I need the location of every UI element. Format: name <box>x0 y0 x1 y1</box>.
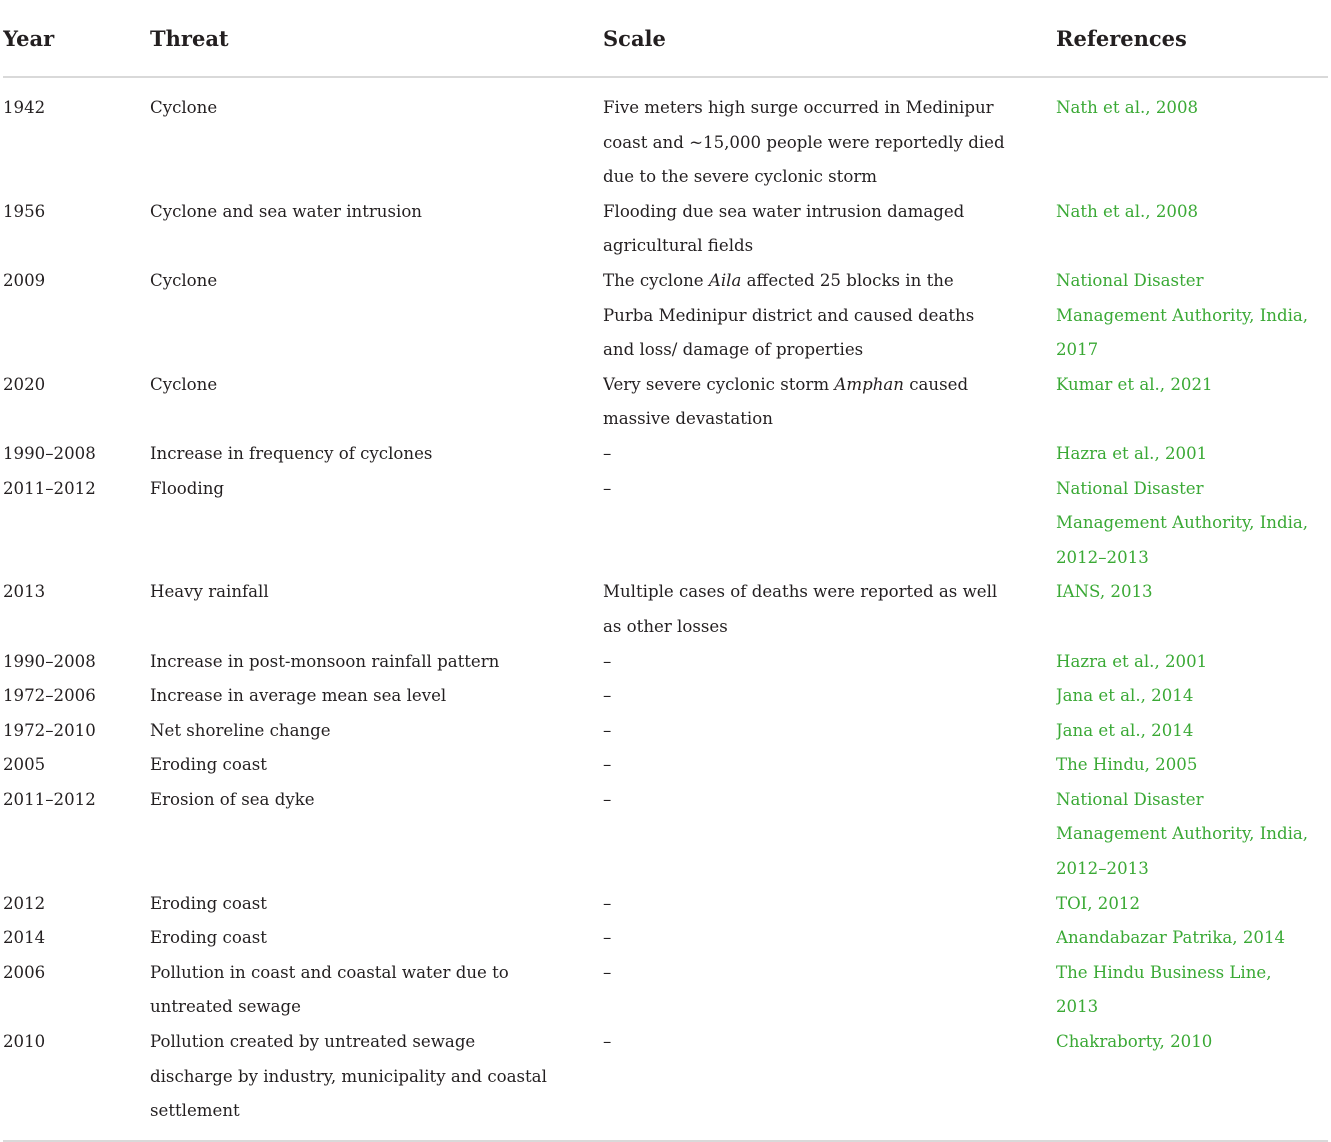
cell-threat: Eroding coast <box>150 928 267 948</box>
cell-threat: Cyclone <box>150 98 218 117</box>
cell-year: 1990–2008 <box>3 443 96 463</box>
table-row <box>3 575 1328 644</box>
cell-year: 1972–2006 <box>3 686 96 706</box>
reference-link[interactable]: Hazra et al., 2001 <box>1056 651 1208 671</box>
cell-threat: Eroding coast <box>150 893 267 913</box>
cell-threat: Increase in average mean sea level <box>150 686 447 706</box>
threats-table-container <box>3 0 1328 1142</box>
cell-year: 2011–2012 <box>3 478 96 498</box>
cell-year: 2009 <box>3 270 46 290</box>
cell-scale <box>603 264 1056 368</box>
scale-text-before: The cyclone <box>603 270 709 290</box>
reference-link[interactable]: Chakraborty, 2010 <box>1056 1032 1213 1052</box>
column-header-threat: Threat <box>150 0 603 77</box>
table-row <box>3 472 1328 576</box>
cell-year: 2020 <box>3 374 46 394</box>
cell-year: 1972–2010 <box>3 720 96 740</box>
cell-threat: Heavy rainfall <box>150 582 269 602</box>
cell-scale: – <box>603 686 612 706</box>
cell-threat: Cyclone <box>150 374 218 394</box>
cell-threat: Cyclone and sea water intrusion <box>150 201 422 221</box>
cell-year: 2012 <box>3 893 46 913</box>
cell-year: 2005 <box>3 755 46 775</box>
cell-year: 1956 <box>3 201 46 221</box>
table-row <box>3 1025 1328 1141</box>
scale-text-after: caused massive devastation <box>603 374 969 429</box>
reference-link[interactable]: Kumar et al., 2021 <box>1056 374 1213 394</box>
reference-link[interactable]: National Disaster Management Authority, India, 2012–2013 <box>1056 789 1309 879</box>
cell-year: 1990–2008 <box>3 651 96 671</box>
table-row <box>3 887 1328 922</box>
table-row <box>3 748 1328 783</box>
table-row <box>3 679 1328 714</box>
reference-link[interactable]: National Disaster Management Authority, India, 2017 <box>1056 270 1309 360</box>
cell-year: 2013 <box>3 582 46 602</box>
column-header-scale: Scale <box>603 0 1056 77</box>
reference-link[interactable]: Jana et al., 2014 <box>1056 720 1194 740</box>
cell-threat: Pollution created by untreated sewage discharge by industry, municipality and coastal settlement <box>150 1032 547 1121</box>
threats-table <box>3 0 1328 1142</box>
cell-scale: – <box>603 478 612 498</box>
cell-threat: Eroding coast <box>150 755 267 775</box>
cell-threat: Net shoreline change <box>150 720 331 740</box>
cell-scale: – <box>603 720 612 740</box>
column-header-year: Year <box>3 0 150 77</box>
column-header-references: References <box>1056 0 1328 77</box>
table-row <box>3 437 1328 472</box>
cyclone-name: Aila <box>708 270 742 290</box>
cell-scale: Flooding due sea water intrusion damaged agricultural fields <box>603 201 965 256</box>
cell-year: 2011–2012 <box>3 789 96 809</box>
cell-scale: – <box>603 651 612 671</box>
reference-link[interactable]: Hazra et al., 2001 <box>1056 443 1208 463</box>
table-row <box>3 368 1328 437</box>
cell-threat: Flooding <box>150 478 225 498</box>
table-header <box>3 0 1328 77</box>
cell-scale: Multiple cases of deaths were reported as well as other losses <box>603 582 998 636</box>
cell-scale: – <box>603 893 612 913</box>
reference-link[interactable]: Jana et al., 2014 <box>1056 686 1194 706</box>
cell-year: 1942 <box>3 98 46 117</box>
scale-text-before: Very severe cyclonic storm <box>603 374 835 394</box>
table-row <box>3 77 1328 195</box>
reference-link[interactable]: The Hindu, 2005 <box>1056 755 1198 775</box>
reference-link[interactable]: National Disaster Management Authority, India, 2012–2013 <box>1056 478 1309 567</box>
cell-threat: Cyclone <box>150 270 218 290</box>
table-row <box>3 645 1328 680</box>
cell-scale: – <box>603 962 612 982</box>
cell-scale: Five meters high surge occurred in Medinipur coast and ~15,000 people were reportedly died due to the severe cyclonic storm <box>603 98 1005 187</box>
cell-scale: – <box>603 1032 612 1052</box>
cell-threat: Increase in frequency of cyclones <box>150 443 433 463</box>
reference-link[interactable]: The Hindu Business Line, 2013 <box>1056 962 1272 1017</box>
reference-link[interactable]: Anandabazar Patrika, 2014 <box>1056 928 1286 948</box>
cell-year: 2006 <box>3 962 46 982</box>
scale-text-after: affected 25 blocks in the Purba Medinipur district and caused deaths and loss/ damage of properties <box>603 270 975 360</box>
table-body <box>3 77 1328 1141</box>
reference-link[interactable]: Nath et al., 2008 <box>1056 201 1199 221</box>
reference-link[interactable]: IANS, 2013 <box>1056 582 1153 602</box>
cyclone-name: Amphan <box>834 374 904 394</box>
reference-link[interactable]: TOI, 2012 <box>1056 893 1141 913</box>
table-row <box>3 714 1328 749</box>
cell-threat: Increase in post-monsoon rainfall pattern <box>150 651 500 671</box>
cell-scale: – <box>603 443 612 463</box>
cell-scale <box>603 368 1056 437</box>
table-row <box>3 195 1328 264</box>
cell-scale: – <box>603 789 612 809</box>
cell-threat: Erosion of sea dyke <box>150 789 315 809</box>
cell-threat: Pollution in coast and coastal water due to untreated sewage <box>150 962 509 1017</box>
cell-year: 2014 <box>3 928 46 948</box>
table-row <box>3 921 1328 956</box>
cell-scale: – <box>603 928 612 948</box>
reference-link[interactable]: Nath et al., 2008 <box>1056 98 1199 117</box>
header-row <box>3 0 1328 77</box>
table-row <box>3 264 1328 368</box>
table-row <box>3 956 1328 1025</box>
cell-scale: – <box>603 755 612 775</box>
cell-year: 2010 <box>3 1032 46 1052</box>
table-row <box>3 783 1328 887</box>
